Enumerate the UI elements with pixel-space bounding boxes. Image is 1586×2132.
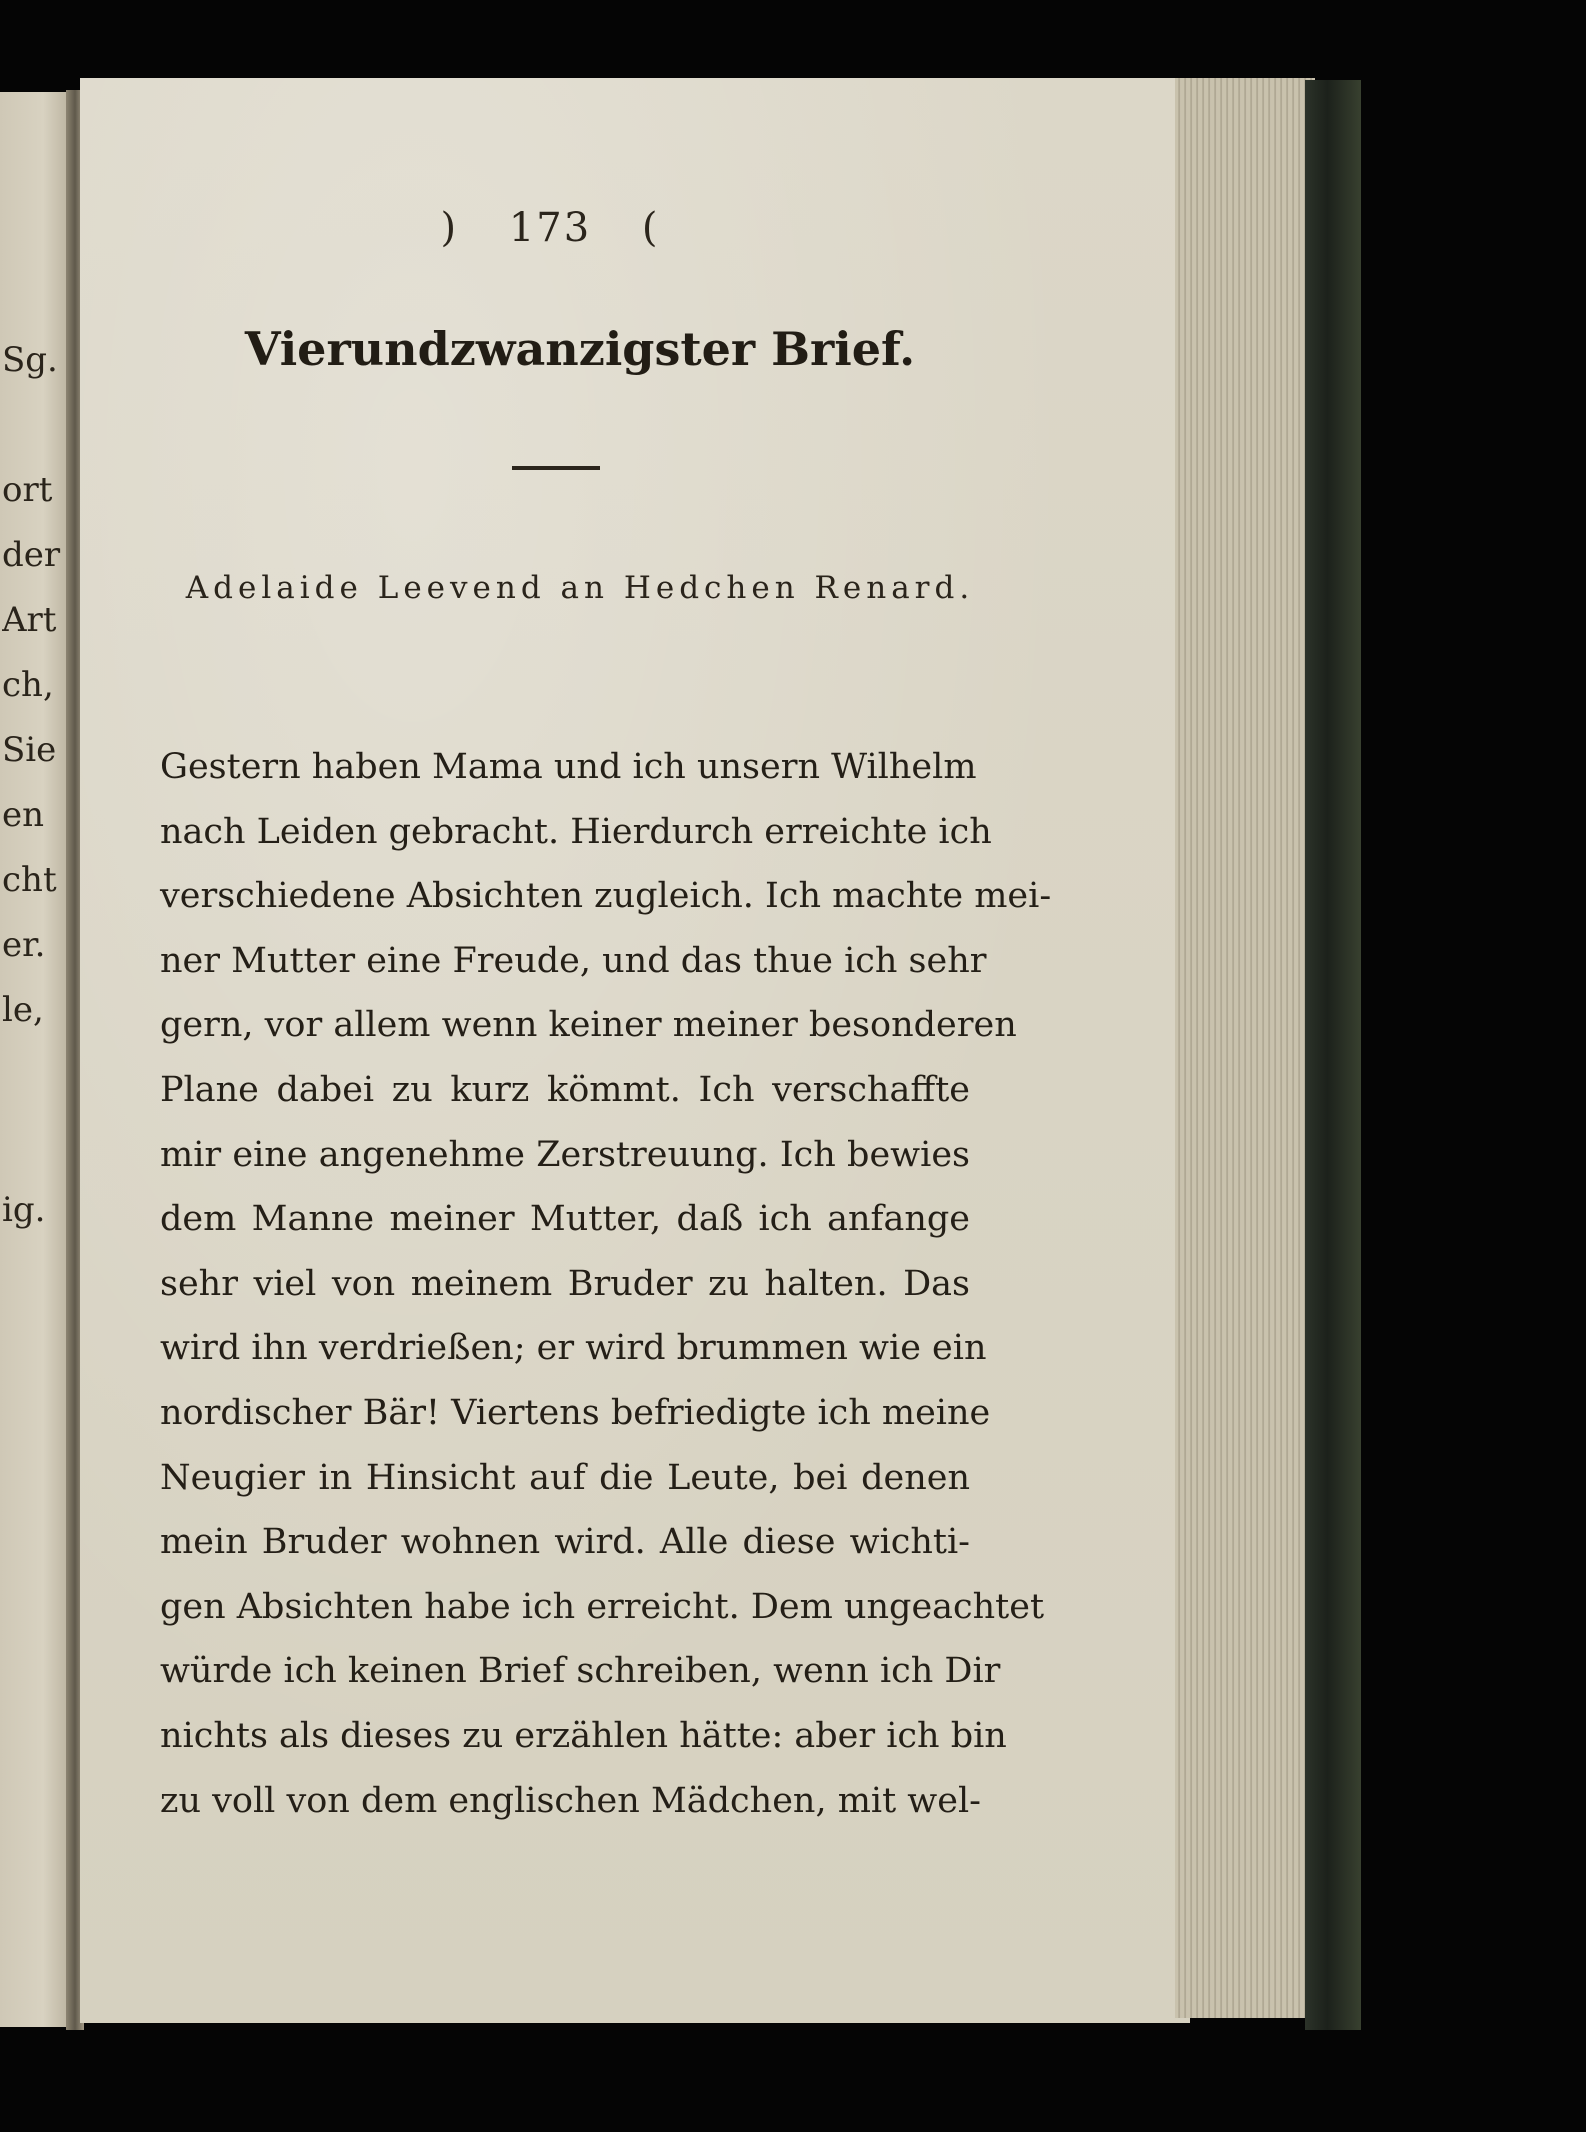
text-line: Gestern haben Mama und ich unsern Wilhelm bbox=[160, 747, 977, 787]
book-cover-edge bbox=[1305, 80, 1361, 2030]
text-line: mir eine angenehme Zerstreuung. Ich bewies bbox=[160, 1134, 970, 1175]
text-line: würde ich keinen Brief schreiben, wenn ich Dir bbox=[160, 1651, 1001, 1692]
title-rule bbox=[512, 466, 600, 470]
left-fragment: Sg. bbox=[2, 340, 58, 380]
text-line: nichts als dieses zu erzählen hätte: aber ich bin bbox=[160, 1715, 1007, 1756]
left-fragment: ch, bbox=[2, 665, 54, 705]
text-line: mein Bruder wohnen wird. Alle diese wichti- bbox=[160, 1522, 970, 1563]
left-fragment: en bbox=[2, 795, 45, 835]
text-line: nach Leiden gebracht. Hierdurch erreichte ich bbox=[160, 811, 992, 852]
left-fragment: Sie bbox=[2, 730, 57, 770]
text-line: wird ihn verdrießen; er wird brummen wie ein bbox=[160, 1328, 987, 1369]
left-fragment: cht bbox=[2, 860, 57, 900]
left-fragment: ig. bbox=[2, 1190, 46, 1230]
body-text bbox=[160, 735, 1052, 1833]
previous-page-edge bbox=[0, 92, 72, 2027]
text-line: Plane dabei zu kurz kömmt. Ich verschaffte bbox=[160, 1069, 970, 1110]
text-line: ner Mutter eine Freude, und das thue ich sehr bbox=[160, 940, 987, 981]
text-line: gern, vor allem wenn keiner meiner besonderen bbox=[160, 1005, 1017, 1046]
text-line: gen Absichten habe ich erreicht. Dem ungeachtet bbox=[160, 1586, 1045, 1627]
left-fragment: ort bbox=[2, 470, 53, 510]
text-line: dem Manne meiner Mutter, daß ich anfange bbox=[160, 1199, 970, 1240]
page-header bbox=[380, 205, 720, 251]
left-fragment: der bbox=[2, 535, 61, 575]
text-line: zu voll von dem englischen Mädchen, mit wel- bbox=[160, 1780, 981, 1821]
text-line: verschiedene Absichten zugleich. Ich machte mei- bbox=[160, 876, 1052, 917]
left-fragment: Art bbox=[2, 600, 57, 640]
text-line: Neugier in Hinsicht auf die Leute, bei denen bbox=[160, 1457, 970, 1498]
header-left-mark: ) bbox=[440, 205, 459, 251]
left-fragment: er. bbox=[2, 925, 46, 965]
text-line: sehr viel von meinem Bruder zu halten. Das bbox=[160, 1263, 970, 1304]
page-stack-edges bbox=[1175, 78, 1315, 2018]
page-number: 173 bbox=[508, 205, 592, 251]
header-right-mark: ( bbox=[641, 205, 660, 251]
chapter-title: Vierundzwanzigster Brief. bbox=[244, 322, 916, 376]
letter-salutation: Adelaide Leevend an Hedchen Renard. bbox=[185, 570, 975, 606]
left-fragment: le, bbox=[2, 990, 44, 1030]
text-line: nordischer Bär! Viertens befriedigte ich meine bbox=[160, 1392, 991, 1433]
